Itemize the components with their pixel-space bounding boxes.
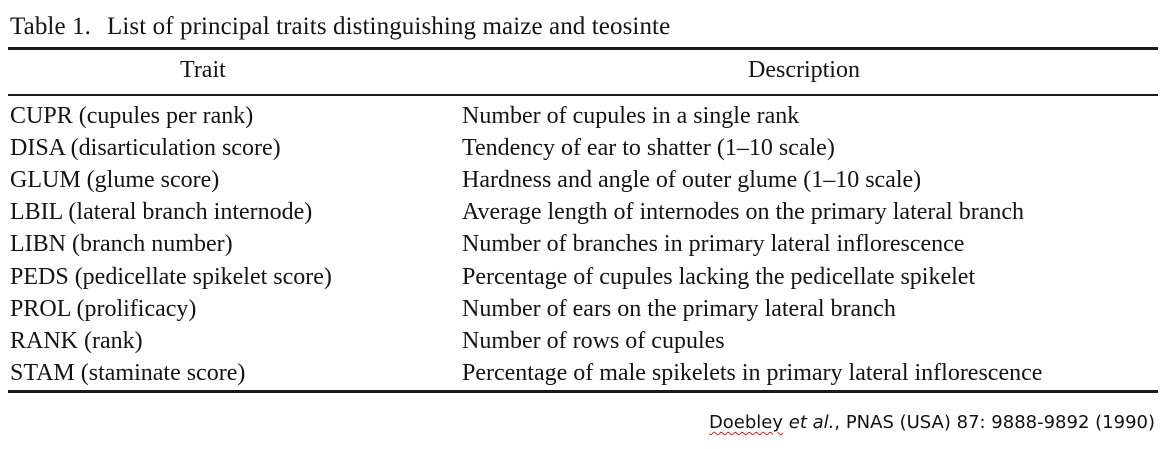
trait-cell: PEDS (pedicellate spikelet score) xyxy=(10,263,332,290)
trait-cell: CUPR (cupules per rank) xyxy=(10,102,254,129)
citation-et-al: et al. xyxy=(783,412,835,433)
table-number: Table 1. xyxy=(10,13,91,40)
trait-cell: GLUM (glume score) xyxy=(10,166,220,193)
column-header-trait: Trait xyxy=(180,57,226,83)
trait-cell: PROL (prolificacy) xyxy=(10,295,197,322)
table-row xyxy=(10,100,1160,132)
trait-cell: LBIL (lateral branch internode) xyxy=(10,199,313,226)
citation-source: , PNAS (USA) 87: 9888-9892 (1990) xyxy=(834,412,1155,433)
trait-cell: DISA (disarticulation score) xyxy=(10,134,281,161)
trait-cell: STAM (staminate score) xyxy=(10,360,246,387)
table-top-rule xyxy=(8,47,1158,50)
table-row xyxy=(10,293,1160,325)
table-row xyxy=(10,358,1160,390)
table-body xyxy=(10,100,1160,390)
table-row xyxy=(10,261,1160,293)
table-row xyxy=(10,325,1160,357)
trait-cell: RANK (rank) xyxy=(10,327,143,354)
trait-cell: LIBN (branch number) xyxy=(10,231,233,258)
description-cell: Percentage of male spikelets in primary lateral inflorescence xyxy=(462,360,1043,387)
table-row xyxy=(10,229,1160,261)
description-cell: Percentage of cupules lacking the pedicellate spikelet xyxy=(462,263,976,290)
description-cell: Number of cupules in a single rank xyxy=(462,102,800,129)
table-header-rule xyxy=(8,94,1158,96)
table-caption: List of principal traits distinguishing maize and teosinte xyxy=(106,13,671,40)
description-cell: Number of rows of cupules xyxy=(462,327,725,354)
description-cell: Average length of internodes on the primary lateral branch xyxy=(462,199,1024,226)
table-row xyxy=(10,197,1160,229)
table-bottom-rule xyxy=(8,390,1158,393)
description-cell: Number of ears on the primary lateral branch xyxy=(462,295,896,322)
column-header-description: Description xyxy=(748,57,860,83)
citation xyxy=(709,412,1155,433)
description-cell: Tendency of ear to shatter (1–10 scale) xyxy=(462,134,835,161)
table-title xyxy=(10,13,670,41)
table-row xyxy=(10,132,1160,164)
description-cell: Hardness and angle of outer glume (1–10 scale) xyxy=(462,166,922,193)
description-cell: Number of branches in primary lateral inflorescence xyxy=(462,231,965,258)
table-row xyxy=(10,164,1160,196)
citation-author: Doebley xyxy=(708,412,784,433)
